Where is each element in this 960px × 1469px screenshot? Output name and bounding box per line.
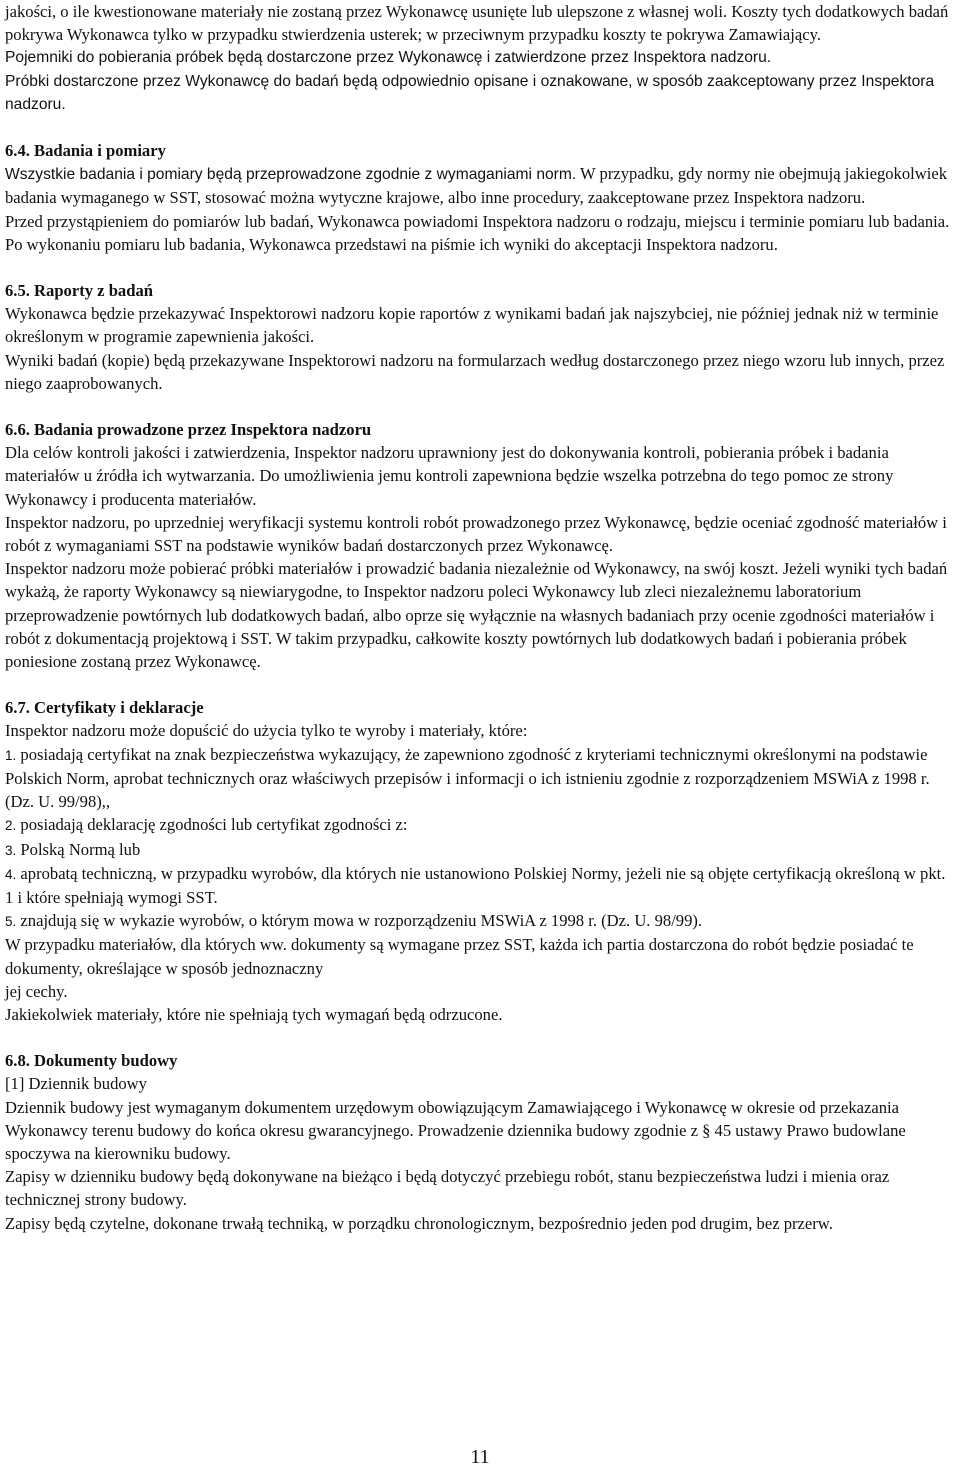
document-page bbox=[5, 0, 955, 1235]
paragraph-rest: W przypadku, gdy normy nie obejmują jakiegokolwiek badania wymaganego w SST, stosować można wytyczne krajowe, albo inne procedury, zaakceptowane przez Inspektora nadzoru. bbox=[5, 164, 948, 208]
spacer bbox=[5, 1026, 955, 1049]
list-item bbox=[5, 743, 955, 814]
spacer bbox=[5, 395, 955, 418]
paragraph-lead: Wszystkie badania i pomiary będą przeprowadzone zgodnie z wymaganiami norm. bbox=[5, 166, 577, 184]
spacer bbox=[5, 116, 955, 139]
paragraph: jakości, o ile kwestionowane materiały nie zostaną przez Wykonawcę usunięte lub ulepszone z własnej woli. Koszty tych dodatkowych badań pokrywa Wykonawca tylko w przypadku stwierdzenia usterek; w przeciwnym przypadku koszty te pokrywa Zamawiający. bbox=[5, 2, 949, 45]
list-item bbox=[5, 813, 955, 837]
paragraph: Dla celów kontroli jakości i zatwierdzenia, Inspektor nadzoru uprawniony jest do dokonywania kontroli, pobierania próbek i badania materiałów u źródła ich wytwarzania. Do umożliwienia jemu kontroli zapewniona będzie wszelka potrzebna do tego pomoc ze strony Wykonawcy i producenta materiałów. bbox=[5, 443, 894, 509]
paragraph: Zapisy w dzienniku budowy będą dokonywane na bieżąco i będą dotyczyć przebiegu robót, stanu bezpieczeństwa ludzi i mienia oraz technicznej strony budowy. bbox=[5, 1167, 890, 1210]
section-heading-6-6: 6.6. Badania prowadzone przez Inspektora nadzoru bbox=[5, 420, 372, 440]
paragraph: Inspektor nadzoru może dopuścić do użycia tylko te wyroby i materiały, które: bbox=[5, 721, 528, 741]
paragraph: Inspektor nadzoru, po uprzedniej weryfikacji systemu kontroli robót prowadzonego przez Wykonawcę, będzie oceniać zgodność materiałów i robót z wymaganiami SST na podstawie wyników badań dostarczonych przez Wykonawcę. bbox=[5, 512, 947, 556]
paragraph: jej cechy. bbox=[5, 981, 68, 1001]
subheading: [1] Dziennik budowy bbox=[5, 1074, 147, 1094]
list-text: posiadają certyfikat na znak bezpieczeństwa wykazujący, że zapewniono zgodność z kryteriami technicznymi określonymi na podstawie Polskich Norm, aprobat technicznych oraz właściwych przepisów i informacji o ich istnieniu zgodnie z rozporządzeniem MSWiA z 1998 r. (Dz. U. 99/98),, bbox=[5, 744, 930, 812]
section-heading-6-4: 6.4. Badania i pomiary bbox=[5, 141, 166, 161]
list-number: 3. bbox=[5, 842, 17, 858]
spacer bbox=[5, 256, 955, 279]
list-number: 5. bbox=[5, 914, 17, 930]
paragraph: Wyniki badań (kopie) będą przekazywane Inspektorowi nadzoru na formularzach według dostarczonego przez niego wzoru lub innych, przez niego zaaprobowanych. bbox=[5, 350, 945, 393]
paragraph: Inspektor nadzoru może pobierać próbki materiałów i prowadzić badania niezależnie od Wykonawcy, na swój koszt. Jeżeli wyniki tych badań wykażą, że raporty Wykonawcy są niewiarygodne, to Inspektor nadzoru poleci Wykonawcy lub zleci niezależnemu laboratorium przeprowadzenie powtórnych lub dodatkowych badań, albo oprze się wyłącznie na własnych badaniach przy ocenie zgodności materiałów i robót z dokumentacją projektową i SST. W takim przypadku, całkowite koszty powtórnych lub dodatkowych badań i pobierania próbek poniesione zostaną przez Wykonawcę. bbox=[5, 559, 948, 672]
section-heading-6-8: 6.8. Dokumenty budowy bbox=[5, 1051, 178, 1071]
paragraph: Wykonawca będzie przekazywać Inspektorowi nadzoru kopie raportów z wynikami badań jak najszybciej, nie później jednak niż w terminie określonym w programie zapewnienia jakości. bbox=[5, 304, 939, 347]
paragraph bbox=[5, 162, 955, 209]
list-item bbox=[5, 838, 955, 862]
list-text: znajdują się w wykazie wyrobów, o którym mowa w rozporządzeniu MSWiA z 1998 r. (Dz. U. 98/99). bbox=[16, 911, 703, 931]
list-item bbox=[5, 862, 955, 909]
section-heading-6-5: 6.5. Raporty z badań bbox=[5, 281, 153, 301]
list-item bbox=[5, 909, 955, 933]
list-text: posiadają deklarację zgodności lub certyfikat zgodności z: bbox=[16, 815, 408, 835]
paragraph: Zapisy będą czytelne, dokonane trwałą techniką, w porządku chronologicznym, bezpośrednio jeden pod drugim, bez przerw. bbox=[5, 1213, 833, 1233]
paragraph: Dziennik budowy jest wymaganym dokumentem urzędowym obowiązującym Zamawiającego i Wykonawcę w okresie od przekazania Wykonawcy terenu budowy do końca okresu gwarancyjnego. Prowadzenie dziennika budowy zgodnie z § 45 ustawy Prawo budowlane spoczywa na kierowniku budowy. bbox=[5, 1097, 906, 1163]
paragraph: Próbki dostarczone przez Wykonawcę do badań będą odpowiednio opisane i oznakowane, w sposób zaakceptowany przez Inspektora nadzoru. bbox=[5, 72, 935, 113]
spacer bbox=[5, 673, 955, 696]
page-number: 11 bbox=[470, 1446, 490, 1468]
list-number: 1. bbox=[5, 747, 17, 763]
list-number: 2. bbox=[5, 818, 17, 834]
list-text: Polską Normą lub bbox=[16, 839, 141, 859]
list-text: aprobatą techniczną, w przypadku wyrobów, dla których nie ustanowiono Polskiej Normy, jeżeli nie są objęte certyfikacją określoną w pkt. 1 i które spełniają wymogi SST. bbox=[5, 863, 946, 907]
paragraph: Przed przystąpieniem do pomiarów lub badań, Wykonawca powiadomi Inspektora nadzoru o rodzaju, miejscu i terminie pomiaru lub badania. Po wykonaniu pomiaru lub badania, Wykonawca przedstawi na piśmie ich wyniki do akceptacji Inspektora nadzoru. bbox=[5, 211, 950, 254]
list-number: 4. bbox=[5, 866, 17, 882]
paragraph: Jakiekolwiek materiały, które nie spełniają tych wymagań będą odrzucone. bbox=[5, 1004, 503, 1024]
paragraph: W przypadku materiałów, dla których ww. dokumenty są wymagane przez SST, każda ich partia dostarczona do robót będzie posiadać te dokumenty, określające w sposób jednoznaczny bbox=[5, 935, 914, 978]
section-heading-6-7: 6.7. Certyfikaty i deklaracje bbox=[5, 698, 204, 718]
paragraph: Pojemniki do pobierania próbek będą dostarczone przez Wykonawcę i zatwierdzone przez Inspektora nadzoru. bbox=[5, 49, 772, 67]
